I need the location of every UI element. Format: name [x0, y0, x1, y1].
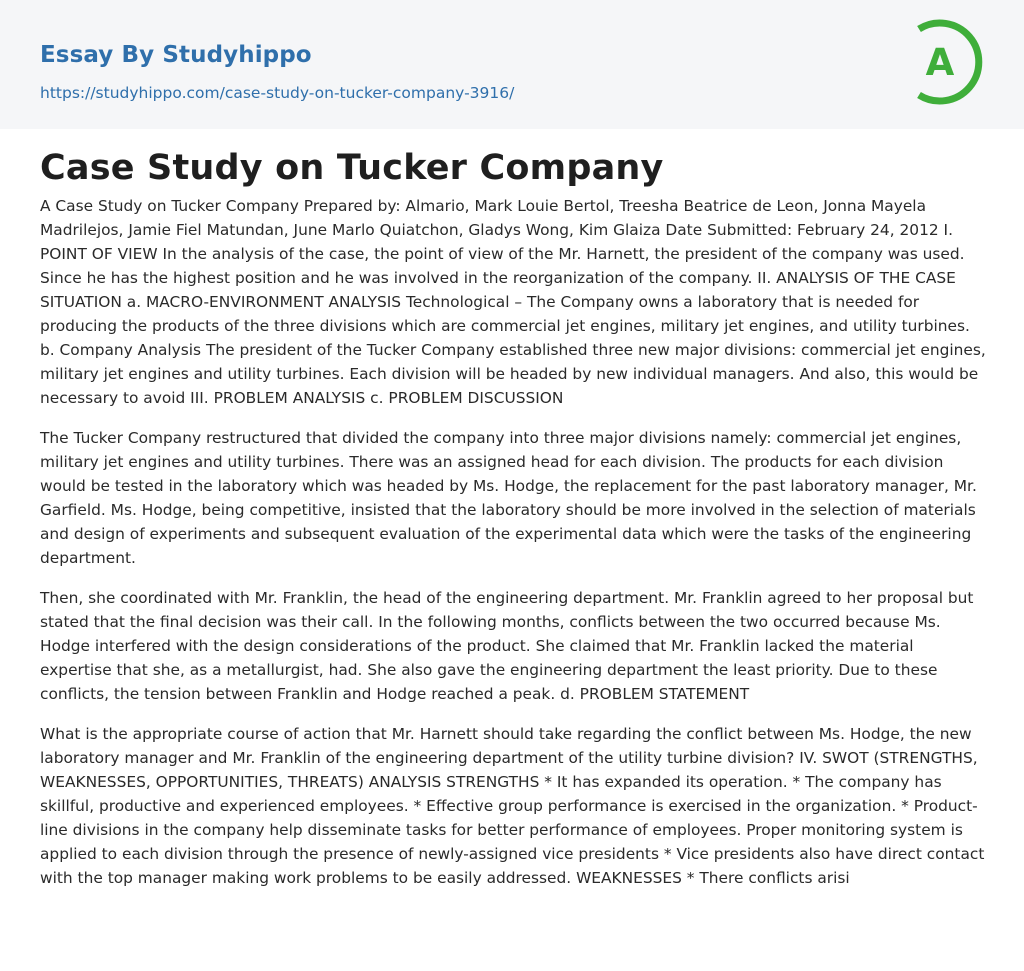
logo-letter: A — [925, 41, 955, 84]
essay-content — [40, 194, 988, 906]
essay-paragraph: Then, she coordinated with Mr. Franklin, the head of the engineering department. Mr. Franklin agreed to her proposal but stated that the final decision was their call. In the following months, conflicts between the two occurred because Ms. Hodge interfered with the design considerations of the product. She claimed that Mr. Franklin lacked the material expertise that she, as a metallurgist, had. She also gave the engineering department the least priority. Due to these conflicts, the tension between Franklin and Hodge reached a peak. d. PROBLEM STATEMENT — [40, 589, 974, 703]
studyhippo-logo-icon[interactable] — [909, 17, 989, 107]
essay-paragraph: The Tucker Company restructured that divided the company into three major divisions namely: commercial jet engines, military jet engines and utility turbines. There was an assigned head for each division. The products for each division would be tested in the laboratory which was headed by Ms. Hodge, the replacement for the past laboratory manager, Mr. Garfield. Ms. Hodge, being competitive, insisted that the laboratory should be more involved in the selection of materials and design of experiments and subsequent evaluation of the experimental data which were the tasks of the engineering department. — [40, 429, 977, 567]
essay-paragraph: A Case Study on Tucker Company Prepared by: Almario, Mark Louie Bertol, Treesha Beatrice de Leon, Jonna Mayela Madrilejos, Jamie Fiel Matundan, June Marlo Quiatchon, Gladys Wong, Kim Glaiza Date Submitted: February 24, 2012 I. POINT OF VIEW In the analysis of the case, the point of view of the Mr. Harnett, the president of the company was used. Since he has the highest position and he was involved in the reorganization of the company. II. ANALYSIS OF THE CASE SITUATION a. MACRO-ENVIRONMENT ANALYSIS Technological – The Company owns a laboratory that is needed for producing the products of the three divisions which are commercial jet engines, military jet engines, and utility turbines. b. Company Analysis The president of the Tucker Company established three new major divisions: commercial jet engines, military jet engines and utility turbines. Each division will be headed by new individual managers. And also, this would be necessary to avoid III. PROBLEM ANALYSIS c. PROBLEM DISCUSSION — [40, 197, 986, 407]
essay-paragraph: What is the appropriate course of action that Mr. Harnett should take regarding the conflict between Ms. Hodge, the new laboratory manager and Mr. Franklin of the engineering department of the utility turbine division? IV. SWOT (STRENGTHS, WEAKNESSES, OPPORTUNITIES, THREATS) ANALYSIS STRENGTHS * It has expanded its operation. * The company has skillful, productive and experienced employees. * Effective group performance is exercised in the organization. * Product-line divisions in the company help disseminate tasks for better performance of employees. Proper monitoring system is applied to each division through the presence of newly-assigned vice presidents * Vice presidents also have direct contact with the top manager making work problems to be easily addressed. WEAKNESSES * There conflicts arisi — [40, 725, 985, 887]
brand-title[interactable]: Essay By Studyhippo — [40, 42, 312, 68]
page-title: Case Study on Tucker Company — [40, 148, 664, 188]
source-url-link[interactable]: https://studyhippo.com/case-study-on-tucker-company-3916/ — [40, 84, 515, 102]
